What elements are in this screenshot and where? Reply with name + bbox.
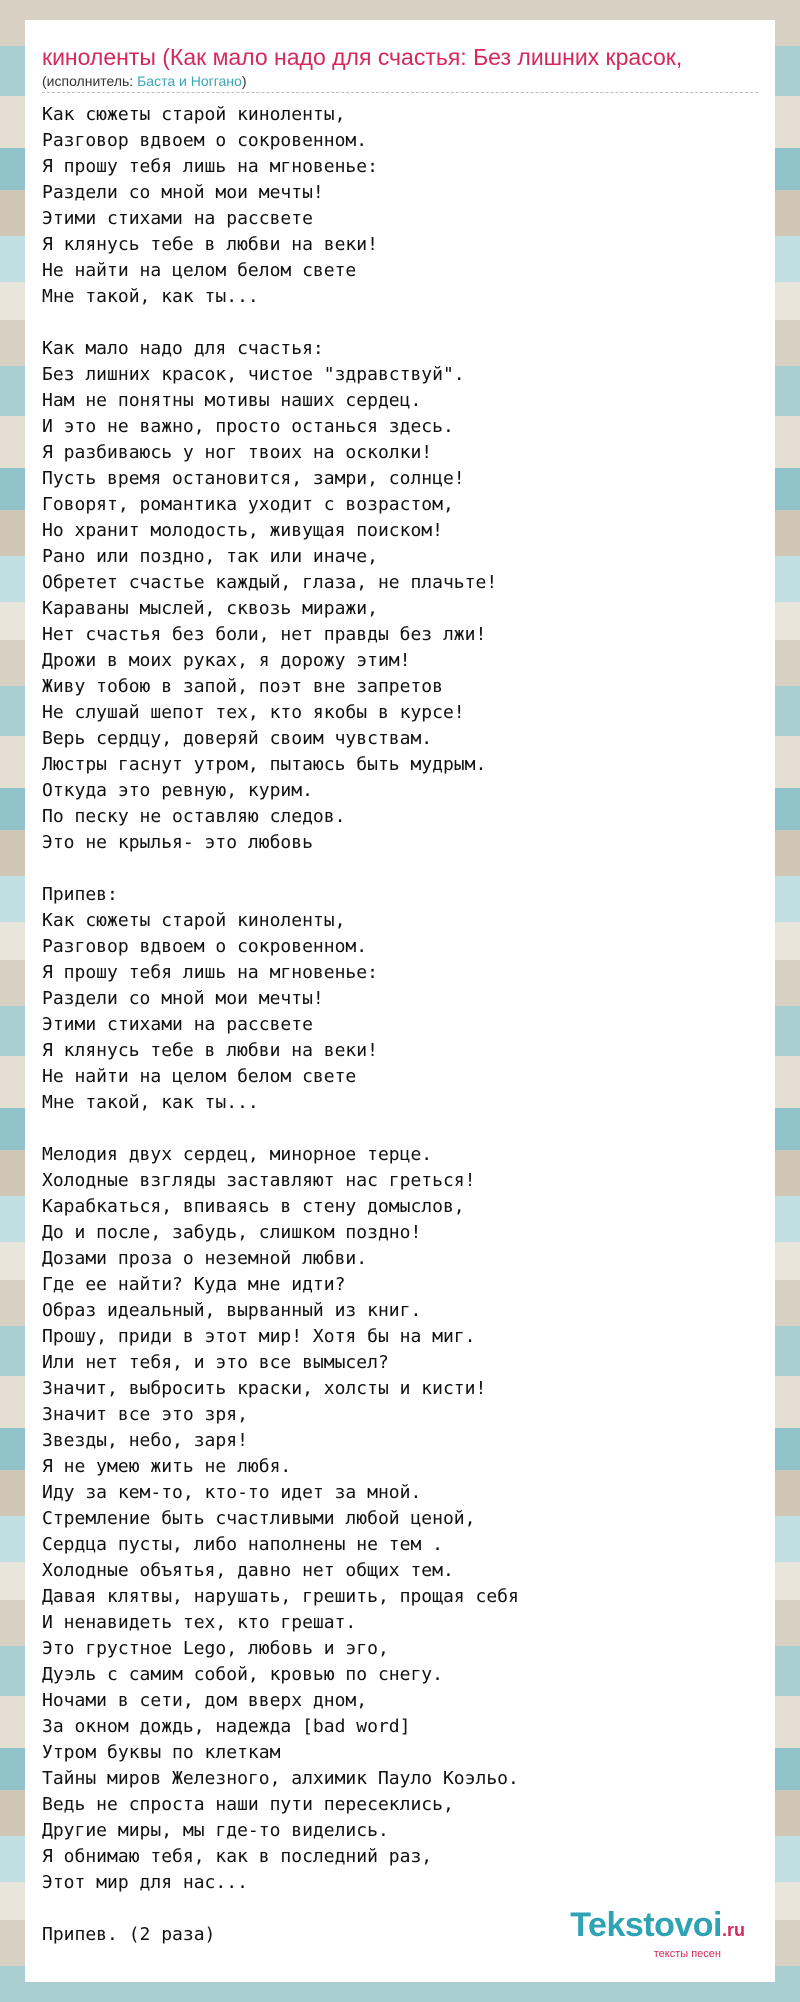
header-divider (42, 92, 758, 93)
song-header (42, 42, 758, 90)
performer-prefix: (исполнитель: (42, 73, 138, 89)
logo-tld: .ru (721, 1920, 745, 1940)
performer-suffix: ) (241, 73, 247, 89)
logo-name: Tekstovoi (570, 1906, 722, 1944)
site-logo[interactable] (570, 1907, 745, 1960)
performer-link[interactable]: Баста и Ноггано (137, 73, 242, 89)
logo-tagline: тексты песен (653, 1948, 721, 1960)
lyrics-text: Как сюжеты старой киноленты, Разговор вдвоем о сокровенном. Я прошу тебя лишь на мгновенье: Раздели со мной мои мечты! Этими стихами на рассвете Я клянусь тебе в любви на веки! Не найти на целом белом свете Мне такой, как ты... Как мало надо для счастья: Без лишних красок, чистое "здравствуй". Нам не понятны мотивы наших сердец. И это не важно, просто останься здесь. Я разбиваюсь у ног твоих на осколки! Пусть время остановится, замри, солнце! Говорят, романтика уходит с возрастом, Но хранит молодость, живущая поиском! Рано или поздно, так или иначе, Обретет счастье каждый, глаза, не плачьте! Караваны мыслей, сквозь миражи, Нет счастья без боли, нет правды без лжи! Дрожи в моих руках, я дорожу этим! Живу тобою в запой, поэт вне запретов Не слушай шепот тех, кто якобы в курсе! Верь сердцу, доверяй своим чувствам. Люстры гаснут утром, пытаюсь быть мудрым. Откуда это ревную, курим. По песку не оставляю следов. Это не крылья- это любовь Припев: Как сюжеты старой киноленты, Разговор вдвоем о сокровенном. Я прошу тебя лишь на мгновенье: Раздели со мной мои мечты! Этими стихами на рассвете Я клянусь тебе в любви на веки! Не найти на целом белом свете Мне такой, как ты... Мелодия двух сердец, минорное терце. Холодные взгляды заставляют нас греться! Карабкаться, впиваясь в стену домыслов, До и после, забудь, слишком поздно! Дозами проза о неземной любви. Где ее найти? Куда мне идти? Образ идеальный, вырванный из книг. Прошу, приди в этот мир! Хотя бы на миг. Или нет тебя, и это все вымысел? Значит, выбросить краски, холсты и кисти! Значит все это зря, Звезды, небо, заря! Я не умею жить не любя. Иду за кем-то, кто-то идет за мной. Стремление быть счастливыми любой ценой, Сердца пусты, либо наполнены не тем . Холодные объятья, давно нет общих тем. Давая клятвы, нарушать, грешить, прощая себя И ненавидеть тех, кто грешат. Это грустное Lego, любовь и эго, Дуэль с самим собой, кровью по снегу. Ночами в сети, дом вверх дном, За окном дождь, надежда [bad word] Утром буквы по клеткам Тайны миров Железного, алхимик Пауло Коэльо. Ведь не спроста наши пути пересеклись, Другие миры, мы где-то виделись. Я обнимаю тебя, как в последний раз, Этот мир для нас... Припев. (2 раза) (42, 104, 519, 1945)
performer-line (42, 72, 758, 90)
song-title: киноленты (Как мало надо для счастья: Без лишних красок, (42, 44, 683, 70)
lyrics-card (25, 20, 775, 1982)
